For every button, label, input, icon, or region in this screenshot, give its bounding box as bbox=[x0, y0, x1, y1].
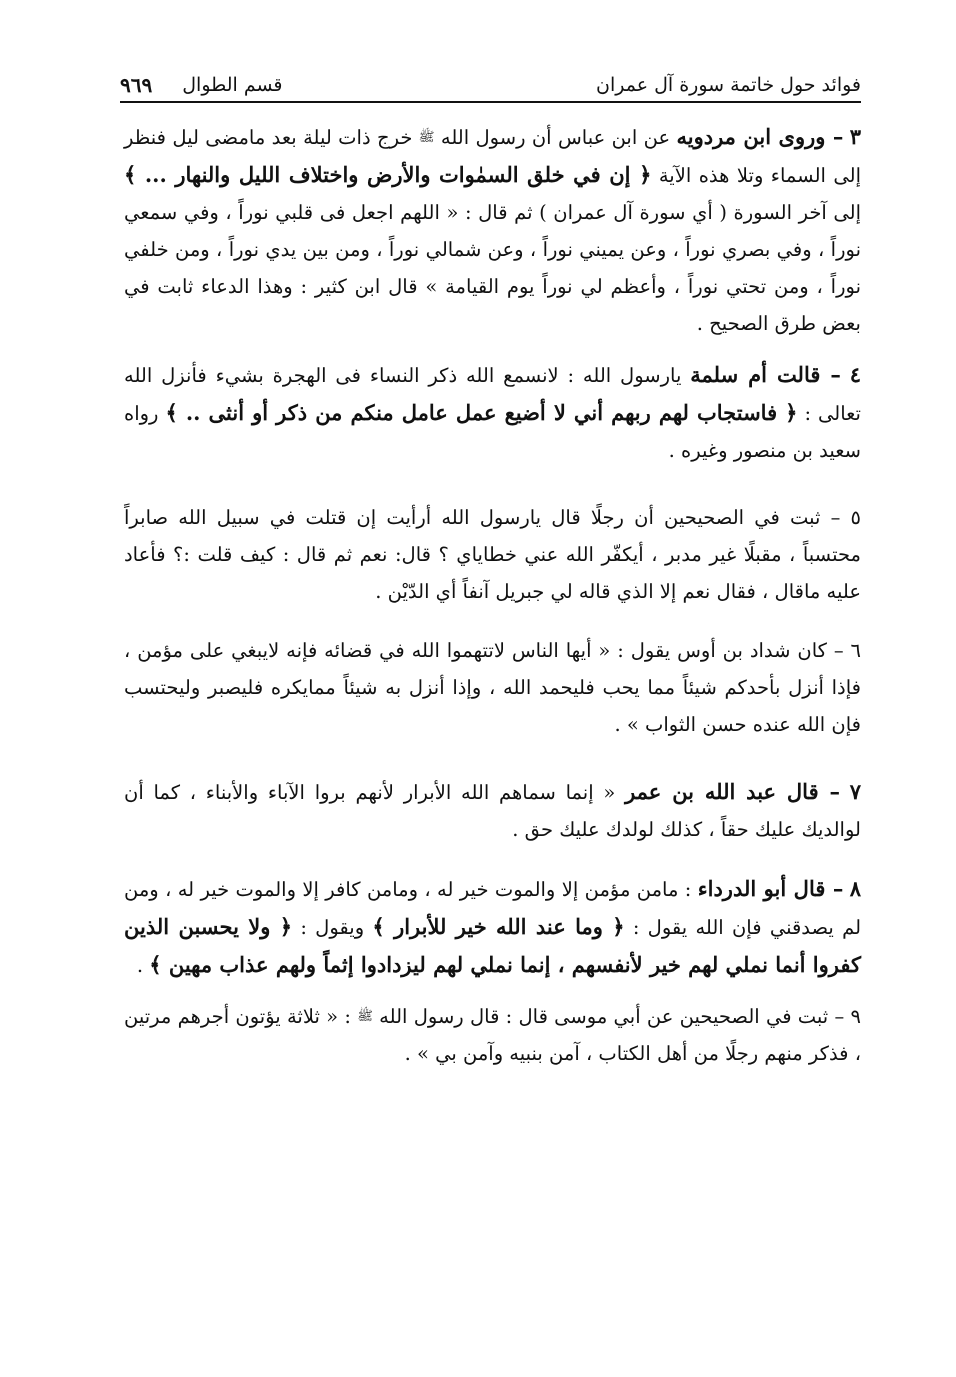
section-title: قسم الطوال bbox=[182, 74, 283, 96]
item-number: ٦ bbox=[850, 639, 861, 662]
item-text: عن ابن عباس أن رسول الله bbox=[440, 126, 671, 149]
chapter-title: فوائد حول خاتمة سورة آل عمران bbox=[596, 74, 861, 96]
item-number: ٧ bbox=[849, 779, 862, 804]
item-3: ٣ – وروى ابن مردويه عن ابن عباس أن رسول الله ﷺ خرج ذات ليلة بعد مامضى ليل فنظر إلى السماء وتلا هذه الآية ﴿ إن في خلق السمٰوات والأرض واختلاف الليل والنهار ... ﴾ إلى آخر السورة ( أي سورة آل عمران ) ثم قال : « اللهم اجعل فى قلبي نوراً ، وفي سمعي نوراً ، وفي بصري نوراً ، وعن يميني نوراً ، وعن شمالي نوراً ، ومن بين يدي نوراً ، ومن خلفي نوراً ، ومن تحتي نوراً ، وأعظم لي نوراً يوم القيامة » قال ابن كثير : وهذا الدعاء ثابت في بعض طرق الصحيح . bbox=[124, 124, 862, 335]
honorific: ﷺ bbox=[418, 130, 435, 145]
item-text: ويقول : bbox=[300, 916, 365, 939]
item-text: ثبت في الصحيحين عن أبي موسى قال : قال رسول الله bbox=[379, 1005, 829, 1028]
item-number: ٤ bbox=[849, 362, 861, 387]
item-text: رواه سعيد بن منصور وغيره . bbox=[124, 402, 861, 462]
item-text: كان شداد بن أوس يقول : « أيها الناس لاتتهموا الله في قضائه فإنه لايبغي على مؤمن ، فإذا أنزل بأحدكم شيئاً مما يحب فليحمد الله ، وإذا أنزل به شيئاً ممايكره فليصبر وليحتسب فإن الله عنده حسن الثواب » . bbox=[124, 639, 861, 736]
item-lead: وروى ابن مردويه bbox=[676, 124, 826, 149]
item-8: ٨ – قال أبو الدرداء : مامن مؤمن إلا والموت خير له ، ومامن كافر إلا والموت خير له ، ومن لم يصدقني فإن الله يقول : ﴿ وما عند الله خير للأبرار ﴾ ويقول : ﴿ ولا يحسبن الذين كفروا أنما نملي لهم خير لأنفسهم ، إنما نملي لهم ليزدادوا إثماً ولهم عذاب مهين ﴾ . bbox=[124, 876, 862, 977]
header-left-group bbox=[120, 72, 283, 98]
item-text: إلى آخر السورة ( أي سورة آل عمران ) ثم قال : « اللهم اجعل فى قلبي نوراً ، وفي سمعي نوراً ، وفي بصري نوراً ، وعن يميني نوراً ، وعن شمالي نوراً ، ومن بين يدي نوراً ، ومن خلفي نوراً ، ومن تحتي نوراً ، وأعظم لي نوراً يوم القيامة » قال ابن كثير : وهذا الدعاء ثابت في بعض طرق الصحيح . bbox=[124, 201, 861, 335]
item-number: ٨ bbox=[849, 876, 862, 901]
item-text: خرج ذات ليلة بعد مامضى ليل فنظر إلى السماء وتلا هذه الآية bbox=[124, 126, 862, 187]
item-text: ثبت في الصحيحين أن رجلًا قال يارسول الله أرأيت إن قتلت في سبيل الله صابراً محتسباً ، مقبلًا غير مدبر ، أيكفّر الله عني خطاياي ؟ قال: نعم ثم قال : كيف قلت :؟ فأعاد عليه ماقال ، فقال نعم إلا الذي قاله لي جبريل آنفاً أي الدّيْن . bbox=[124, 506, 861, 603]
quran-verse: ﴿ ولا يحسبن الذين كفروا أنما نملي لهم خير لأنفسهم ، إنما نملي لهم ليزدادوا إثماً ولهم عذاب مهين ﴾ bbox=[124, 914, 861, 977]
page-number: ٩٦٩ bbox=[120, 73, 153, 97]
item-text: . bbox=[136, 954, 144, 977]
item-5: ٥ – ثبت في الصحيحين أن رجلًا قال يارسول الله أرأيت إن قتلت في سبيل الله صابراً محتسباً ، مقبلًا غير مدبر ، أيكفّر الله عني خطاياي ؟ قال: نعم ثم قال : كيف قلت :؟ فأعاد عليه ماقال ، فقال نعم إلا الذي قاله لي جبريل آنفاً أي الدّيْن . bbox=[124, 506, 862, 603]
honorific: ﷺ bbox=[357, 1009, 373, 1024]
quran-verse: ﴿ فاستجاب لهم ربهم أني لا أضيع عمل عامل منكم من ذكر أو أنثى .. ﴾ bbox=[165, 400, 798, 425]
page-body bbox=[124, 118, 861, 1072]
item-text: « إنما سماهم الله الأبرار لأنهم بروا الآباء والأبناء ، كما أن لوالديك عليك حقاً ، كذلك لولدك عليك حق . bbox=[124, 781, 861, 841]
quran-verse: ﴿ إن في خلق السمٰوات والأرض واختلاف الليل والنهار ... ﴾ bbox=[124, 162, 652, 187]
item-text: : « ثلاثة يؤتون أجرهم مرتين ، فذكر منهم رجلًا من أهل الكتاب ، آمن بنبيه وآمن بي » . bbox=[124, 1005, 861, 1065]
item-lead: قالت أم سلمة bbox=[690, 362, 821, 387]
header-rule bbox=[120, 101, 861, 103]
item-6: ٦ – كان شداد بن أوس يقول : « أيها الناس لاتتهموا الله في قضائه فإنه لايبغي على مؤمن ، فإذا أنزل بأحدكم شيئاً مما يحب فليحمد الله ، وإذا أنزل به شيئاً ممايكره فليصبر وليحتسب فإن الله عنده حسن الثواب » . bbox=[124, 639, 861, 736]
quran-verse: ﴿ وما عند الله خير للأبرار ﴾ bbox=[372, 914, 625, 939]
item-number: ٣ bbox=[849, 124, 862, 149]
item-text: يارسول الله : لانسمع الله ذكر النساء فى الهجرة بشيء فأنزل الله تعالى : bbox=[124, 364, 861, 425]
item-9: ٩ – ثبت في الصحيحين عن أبي موسى قال : قال رسول الله ﷺ : « ثلاثة يؤتون أجرهم مرتين ، فذكر منهم رجلًا من أهل الكتاب ، آمن بنبيه وآمن بي » . bbox=[124, 1005, 861, 1065]
item-number: ٩ bbox=[850, 1005, 861, 1028]
item-number: ٥ bbox=[850, 506, 862, 529]
item-4: ٤ – قالت أم سلمة يارسول الله : لانسمع الله ذكر النساء فى الهجرة بشيء فأنزل الله تعالى : ﴿ فاستجاب لهم ربهم أني لا أضيع عمل عامل منكم من ذكر أو أنثى .. ﴾ رواه سعيد بن منصور وغيره . bbox=[124, 362, 861, 462]
item-text: : مامن مؤمن إلا والموت خير له ، ومامن كافر إلا والموت خير له ، ومن لم يصدقني فإن الله يقول : bbox=[124, 878, 862, 939]
item-lead: قال أبو الدرداء bbox=[697, 876, 826, 901]
item-lead: قال عبد الله بن عمر bbox=[625, 779, 819, 804]
item-7: ٧ – قال عبد الله بن عمر « إنما سماهم الله الأبرار لأنهم بروا الآباء والأبناء ، كما أن لوالديك عليك حقاً ، كذلك لولدك عليك حق . bbox=[124, 779, 862, 841]
running-header bbox=[120, 62, 861, 98]
